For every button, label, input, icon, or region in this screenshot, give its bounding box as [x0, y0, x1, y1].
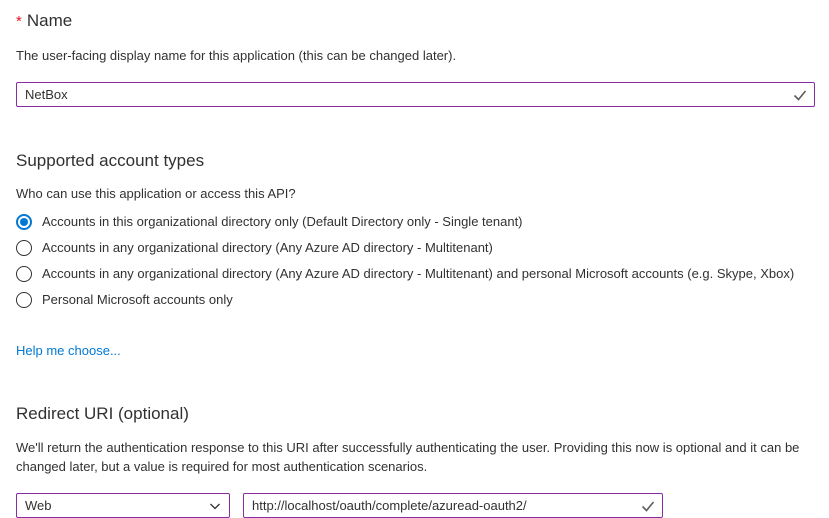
platform-select-value: Web — [25, 498, 52, 513]
name-input[interactable] — [16, 82, 815, 107]
radio-option-personal-only[interactable] — [16, 292, 815, 308]
checkmark-icon — [793, 88, 807, 102]
account-types-radio-group — [16, 214, 815, 308]
name-input-wrap — [16, 82, 815, 107]
radio-option-single-tenant[interactable] — [16, 214, 815, 230]
radio-option-label: Accounts in any organizational directory (Any Azure AD directory - Multitenant) and personal Microsoft accounts (e.g. Skype, Xbox) — [42, 266, 795, 281]
radio-button-icon[interactable] — [16, 214, 32, 230]
name-section — [16, 11, 815, 107]
chevron-down-icon — [209, 500, 221, 512]
platform-select[interactable] — [16, 493, 230, 518]
redirect-uri-heading: Redirect URI (optional) — [16, 404, 189, 423]
radio-option-multitenant-personal[interactable] — [16, 266, 815, 282]
redirect-uri-input-wrap — [243, 493, 663, 518]
supported-account-types-heading: Supported account types — [16, 151, 205, 170]
redirect-uri-input[interactable] — [243, 493, 663, 518]
redirect-uri-section — [16, 404, 815, 518]
radio-button-icon[interactable] — [16, 292, 32, 308]
radio-option-multitenant[interactable] — [16, 240, 815, 256]
radio-option-label: Accounts in any organizational directory (Any Azure AD directory - Multitenant) — [42, 240, 493, 255]
radio-option-label: Accounts in this organizational directory only (Default Directory only - Single tenant) — [42, 214, 523, 229]
help-me-choose-link[interactable]: Help me choose... — [16, 343, 121, 358]
redirect-uri-row — [16, 493, 815, 518]
required-asterisk: * — [16, 13, 22, 30]
radio-option-label: Personal Microsoft accounts only — [42, 292, 233, 307]
name-heading — [16, 11, 815, 32]
name-description: The user-facing display name for this application (this can be changed later). — [16, 48, 457, 63]
name-label: Name — [26, 11, 73, 30]
radio-button-icon[interactable] — [16, 266, 32, 282]
supported-account-types-section — [16, 151, 815, 360]
account-types-question: Who can use this application or access this API? — [16, 186, 296, 201]
radio-button-icon[interactable] — [16, 240, 32, 256]
checkmark-icon — [641, 499, 655, 513]
redirect-uri-description: We'll return the authentication response to this URI after successfully authenticating the user. Providing this now is optional and it can be changed later, but a value is required for most authentication scenarios. — [16, 440, 800, 474]
